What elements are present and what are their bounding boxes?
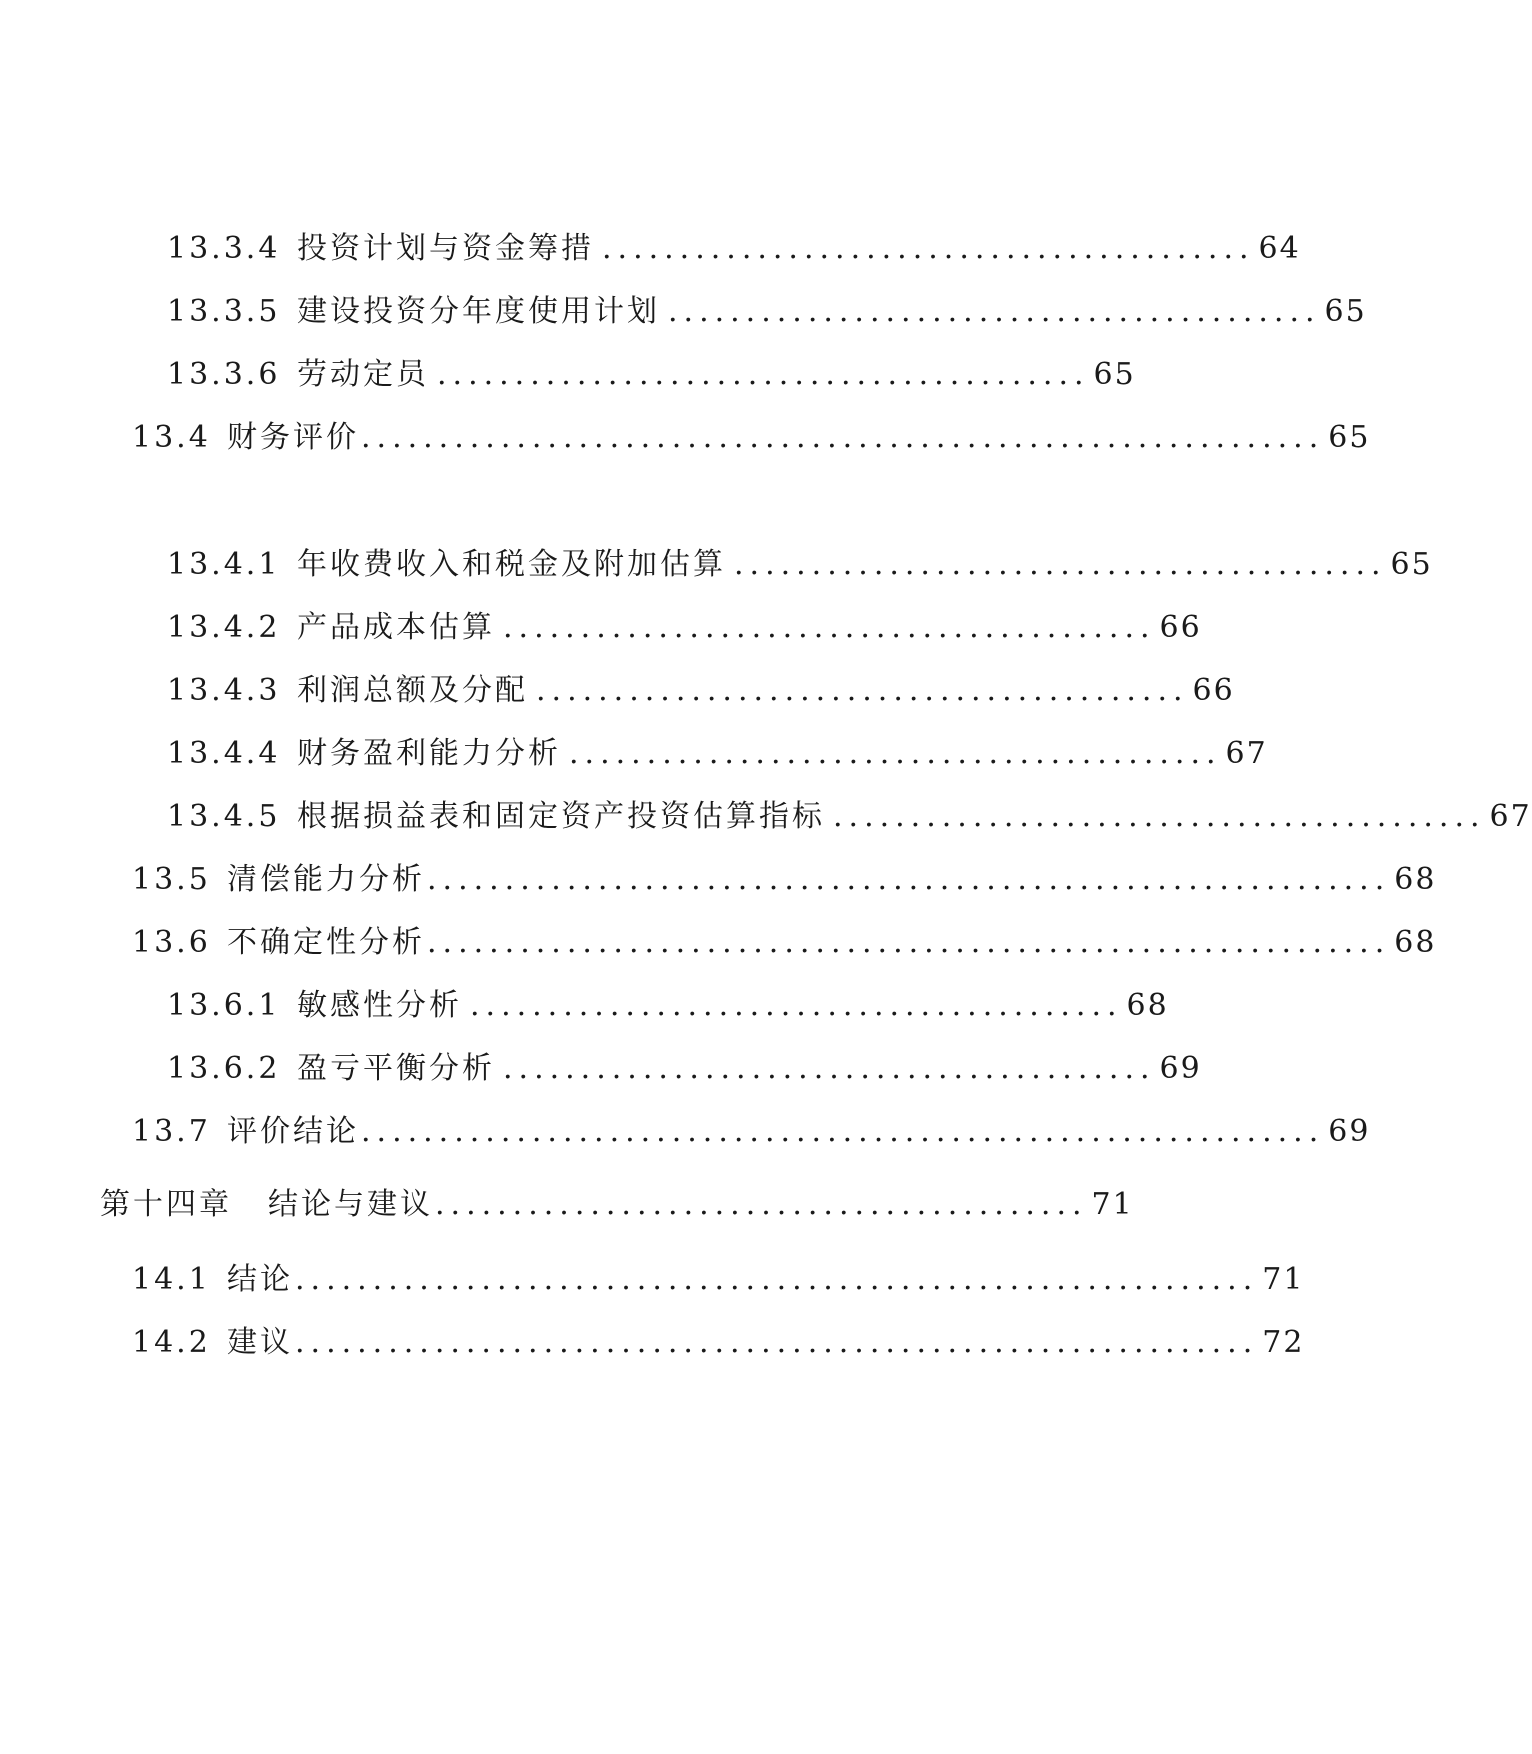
toc-entry-13-3-5[interactable] [167,290,1367,334]
toc-entry-page: 69 [1159,1051,1202,1086]
toc-entry-page: 72 [1262,1325,1305,1360]
toc-entry-13-6-2[interactable] [167,1047,1202,1091]
toc-entry-page: 71 [1262,1262,1305,1297]
toc-entry-title: 年收费收入和税金及附加估算 [297,547,726,582]
toc-entry-page: 65 [1324,294,1367,329]
toc-dot-leader: .............................................................. [361,1114,1325,1149]
toc-dot-leader: .......................................... [569,736,1222,771]
toc-dot-leader: .............................................................. [427,925,1391,960]
toc-entry-page: 64 [1258,231,1301,266]
toc-entry-13-4[interactable] [132,416,1371,460]
toc-entry-title: 建设投资分年度使用计划 [297,294,660,329]
toc-entry-title: 不确定性分析 [227,925,425,960]
toc-entry-13-3-6[interactable] [167,353,1136,397]
toc-entry-page: 68 [1126,988,1169,1023]
toc-entry-13-4-4[interactable] [167,732,1268,776]
toc-entry-page: 65 [1093,357,1136,392]
toc-entry-title: 劳动定员 [297,357,429,392]
toc-entry-13-4-1[interactable] [167,543,1433,587]
toc-entry-13-4-3[interactable] [167,669,1235,713]
toc-dot-leader: .......................................... [602,231,1255,266]
toc-entry-number: 13.6.1 [167,988,281,1023]
toc-entry-number: 13.5 [132,862,211,897]
toc-entry-13-4-5[interactable] [167,795,1532,839]
toc-dot-leader: .............................................................. [295,1262,1259,1297]
toc-dot-leader: .......................................... [470,988,1123,1023]
toc-entry-page: 67 [1489,799,1532,834]
toc-entry-title: 评价结论 [227,1114,359,1149]
toc-entry-title: 结论与建议 [268,1187,433,1222]
toc-entry-number: 13.3.6 [167,357,281,392]
toc-entry-page: 68 [1394,925,1437,960]
toc-dot-leader: .......................................... [435,1187,1088,1222]
toc-entry-page: 68 [1394,862,1437,897]
toc-entry-13-3-4[interactable] [167,227,1301,271]
toc-entry-page: 67 [1225,736,1268,771]
toc-entry-title: 财务评价 [227,420,359,455]
toc-entry-page: 65 [1390,547,1433,582]
toc-entry-page: 66 [1159,610,1202,645]
toc-entry-number: 13.6.2 [167,1051,281,1086]
toc-entry-title: 财务盈利能力分析 [297,736,561,771]
toc-entry-page: 65 [1328,420,1371,455]
toc-entry-13-6[interactable] [132,921,1437,965]
toc-entry-number: 第十四章 [100,1187,232,1222]
toc-entry-14-2[interactable] [132,1321,1305,1365]
toc-entry-number: 13.4.1 [167,547,281,582]
toc-entry-number: 13.7 [132,1114,211,1149]
toc-entry-chapter-14[interactable] [100,1183,1134,1227]
toc-dot-leader: .......................................... [668,294,1321,329]
toc-entry-title: 盈亏平衡分析 [297,1051,495,1086]
toc-entry-title: 清偿能力分析 [227,862,425,897]
toc-dot-leader: .............................................................. [361,420,1325,455]
toc-entry-13-7[interactable] [132,1110,1371,1154]
toc-dot-leader: .......................................... [536,673,1189,708]
toc-entry-title: 敏感性分析 [297,988,462,1023]
toc-entry-page: 69 [1328,1114,1371,1149]
toc-entry-number: 13.4.3 [167,673,281,708]
toc-entry-page: 71 [1091,1187,1134,1222]
toc-dot-leader: .......................................... [734,547,1387,582]
toc-entry-13-5[interactable] [132,858,1437,902]
toc-dot-leader: .............................................................. [295,1325,1259,1360]
toc-entry-title: 结论 [227,1262,293,1297]
toc-entry-14-1[interactable] [132,1258,1305,1302]
toc-dot-leader: .......................................... [437,357,1090,392]
toc-entry-title: 投资计划与资金筹措 [297,231,594,266]
toc-entry-number: 13.4 [132,420,211,455]
toc-entry-title: 利润总额及分配 [297,673,528,708]
toc-entry-13-6-1[interactable] [167,984,1169,1028]
toc-entry-13-4-2[interactable] [167,606,1202,650]
toc-entry-number: 14.2 [132,1325,211,1360]
toc-dot-leader: .......................................... [503,610,1156,645]
toc-entry-number: 13.4.2 [167,610,281,645]
toc-entry-title: 产品成本估算 [297,610,495,645]
toc-entry-number: 13.6 [132,925,211,960]
toc-entry-number: 14.1 [132,1262,211,1297]
toc-entry-number: 13.4.5 [167,799,281,834]
toc-dot-leader: .......................................... [503,1051,1156,1086]
toc-entry-number: 13.3.5 [167,294,281,329]
toc-dot-leader: .............................................................. [427,862,1391,897]
toc-entry-title: 根据损益表和固定资产投资估算指标 [297,799,825,834]
toc-entry-number: 13.3.4 [167,231,281,266]
toc-entry-number: 13.4.4 [167,736,281,771]
toc-entry-title: 建议 [227,1325,293,1360]
toc-entry-page: 66 [1192,673,1235,708]
toc-dot-leader: .......................................... [833,799,1486,834]
